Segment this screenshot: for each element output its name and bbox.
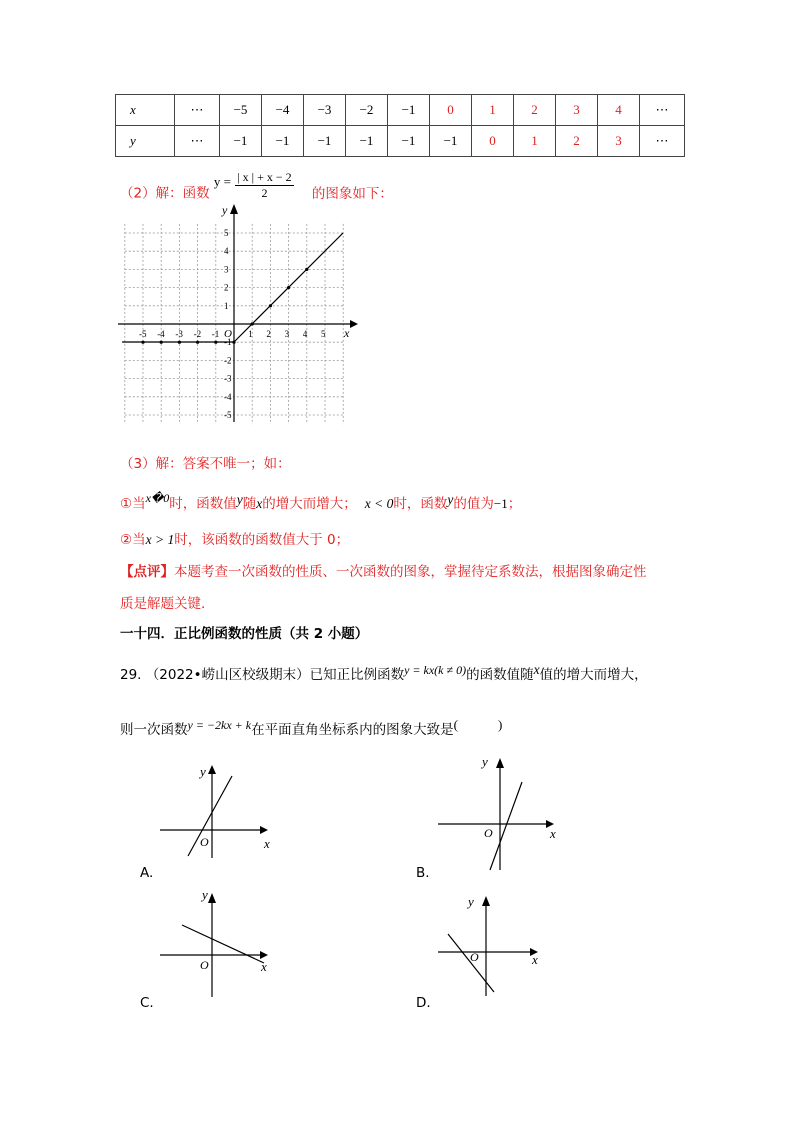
y-tick-label: -5	[224, 410, 232, 420]
x-tick-label: 4	[302, 329, 308, 339]
x-tick-label: -3	[175, 329, 183, 339]
axis-y-label: y	[200, 764, 206, 779]
axis-x-label: x	[550, 826, 556, 841]
axis-y-label: y	[202, 887, 208, 902]
x-tick-label: 1	[248, 329, 253, 339]
formula-denominator: 2	[261, 186, 268, 200]
table-cell: 1	[472, 95, 514, 126]
item1-cond2: x < 0	[364, 496, 394, 511]
table-row-x	[116, 95, 685, 126]
table-cell: ⋯	[175, 126, 220, 157]
graph-point	[214, 341, 217, 344]
option-c-label[interactable]: C.	[140, 995, 154, 1011]
section-title: 一十四．正比例函数的性质（共 2 小题）	[120, 626, 369, 642]
y-tick-label: -2	[224, 355, 232, 366]
origin-label: O	[470, 950, 479, 964]
graph-point	[269, 304, 272, 307]
graph-point	[196, 341, 199, 344]
table-cell: ⋯	[640, 95, 685, 126]
table-label-x: x	[116, 95, 175, 126]
axis-y-label: y	[482, 754, 488, 769]
q29-paren-open: (	[453, 717, 458, 732]
table-cell: −1	[388, 95, 430, 126]
item1-y1: y	[236, 492, 243, 507]
origin-label: O	[484, 826, 493, 840]
y-axis-arrow	[496, 758, 504, 768]
table-cell: −3	[304, 95, 346, 126]
option-c-graph	[160, 885, 275, 1000]
graph-point	[305, 268, 308, 271]
axis-x-label: x	[264, 836, 270, 851]
item1-d: 的增大而增大；	[262, 496, 357, 512]
function-graph	[118, 200, 358, 430]
comment-text1: 本题考查一次函数的性质、一次函数的图象，掌握待定系数法，根据图象确定性	[174, 564, 647, 580]
y-tick-label: 3	[224, 264, 229, 275]
q29-line2a: 则一次函数	[120, 722, 188, 738]
y-axis-arrow	[482, 896, 490, 906]
table-cell: −4	[262, 95, 304, 126]
option-line	[182, 925, 264, 963]
option-line	[490, 782, 522, 870]
graph-point	[178, 341, 181, 344]
origin-label: O	[200, 835, 209, 849]
q29-number: 29.	[120, 667, 142, 683]
y-tick-label: -1	[224, 337, 232, 348]
y-axis-arrow	[208, 765, 216, 774]
item1-g: ；	[507, 496, 522, 512]
table-label-y: y	[116, 126, 175, 157]
table-cell: 1	[514, 126, 556, 157]
part2-prefix: （2）解：函数	[120, 185, 210, 202]
x-tick-label: 3	[284, 329, 290, 339]
part3-line: （3）解：答案不唯一；如：	[120, 456, 291, 472]
x-axis-arrow	[260, 826, 268, 834]
x-tick-label: 2	[266, 329, 271, 339]
comment-line1	[120, 560, 647, 580]
table-cell: 2	[514, 95, 556, 126]
item1-e: 时，函数	[393, 496, 448, 512]
axis-y-label: y	[222, 203, 228, 217]
y-tick-label: 4	[224, 246, 229, 257]
table-cell: ⋯	[175, 95, 220, 126]
formula-fraction	[235, 170, 293, 201]
origin-label: O	[200, 958, 209, 972]
x-axis-arrow	[260, 951, 268, 959]
y-axis-arrow	[208, 893, 216, 903]
part2-suffix: 的图象如下：	[311, 185, 393, 202]
item1-b: 时，函数值	[169, 496, 237, 512]
x-tick-label: -1	[211, 329, 220, 339]
option-a-graph	[160, 760, 275, 860]
y-tick-label: 2	[224, 282, 229, 293]
formula-y: y =	[213, 173, 231, 189]
table-cell: −2	[346, 95, 388, 126]
option-b-label[interactable]: B.	[416, 865, 430, 881]
y-tick-label: 5	[224, 228, 229, 238]
graph-point	[141, 341, 144, 344]
item2-a: ②当	[120, 532, 146, 548]
axis-x-label: x	[344, 326, 350, 340]
table-cell: −1	[220, 126, 262, 157]
q29-formula1: y = kx(k ≠ 0)	[404, 663, 467, 677]
y-tick-label: -4	[224, 391, 232, 402]
q29-line2	[120, 718, 502, 738]
table-cell: −5	[220, 95, 262, 126]
item1-c: 随	[242, 496, 257, 512]
comment-line2: 质是解题关键.	[120, 596, 206, 612]
table-cell: ⋯	[640, 126, 685, 157]
table-cell: −1	[262, 126, 304, 157]
option-d-graph	[438, 888, 553, 998]
q29-x: x	[533, 662, 540, 677]
axis-x-label: x	[261, 959, 267, 974]
item1-y2: y	[447, 492, 454, 507]
axis-y-label: y	[468, 894, 474, 909]
x-tick-label: -2	[193, 329, 202, 339]
item1-x1: x	[256, 496, 263, 511]
table-cell: −1	[346, 126, 388, 157]
item1-cond1: x�0	[145, 491, 170, 505]
q29-end: 值的增大而增大，	[539, 667, 648, 683]
y-tick-label: 1	[224, 300, 229, 311]
q29-mid: 的函数值随	[466, 667, 534, 683]
graph-point	[287, 286, 290, 289]
option-line	[188, 776, 232, 856]
graph-point	[251, 322, 254, 325]
table-cell: −1	[430, 126, 472, 157]
y-axis-arrow	[230, 204, 238, 214]
q29-source: （2022•崂山区校级期末）已知正比例函数	[145, 667, 405, 683]
option-d-label[interactable]: D.	[416, 995, 431, 1011]
formula-numerator: | x | + x − 2	[237, 170, 292, 184]
table-cell: 3	[598, 126, 640, 157]
graph-point	[232, 341, 235, 344]
x-tick-label: -4	[157, 329, 165, 339]
item2-b: 时，该函数的函数值大于 0；	[174, 532, 350, 548]
q29-line1	[120, 663, 648, 683]
item1-f: 的值为	[453, 496, 494, 512]
q29-formula2: y = −2kx + k	[187, 718, 252, 732]
origin-label: O	[224, 328, 232, 340]
axis-x-label: x	[532, 952, 538, 967]
q29-line2b: 在平面直角坐标系内的图象大致是	[251, 722, 454, 738]
graph-point	[160, 341, 163, 344]
table-cell: 4	[598, 95, 640, 126]
table-cell: 0	[430, 95, 472, 126]
item1-val: −1	[493, 496, 508, 511]
item2-cond: x > 1	[145, 532, 175, 547]
item1-a: ①当	[120, 496, 146, 512]
option-a-label[interactable]: A.	[140, 865, 154, 881]
item2-line	[120, 528, 349, 548]
table-cell: 0	[472, 126, 514, 157]
table-cell: −1	[304, 126, 346, 157]
comment-tag: 【点评】	[120, 564, 174, 580]
q29-paren-close: )	[497, 717, 503, 732]
item1-line	[120, 492, 521, 512]
x-axis-arrow	[350, 320, 358, 328]
table-cell: −1	[388, 126, 430, 157]
x-tick-label: 5	[321, 329, 326, 339]
y-tick-label: -3	[224, 373, 232, 384]
table-row-y	[116, 126, 685, 157]
option-b-graph	[438, 752, 563, 874]
value-table	[115, 94, 685, 157]
table-cell: 3	[556, 95, 598, 126]
x-tick-label: -5	[139, 329, 147, 339]
table-cell: 2	[556, 126, 598, 157]
